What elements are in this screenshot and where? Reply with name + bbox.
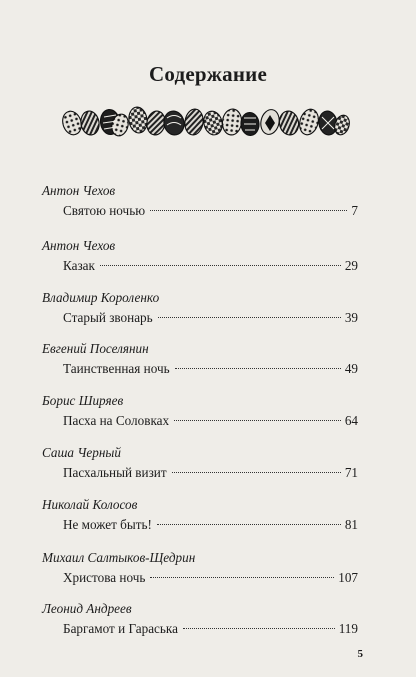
dot-leader	[172, 472, 341, 473]
toc-entry	[42, 288, 358, 328]
toc-page-number: 81	[344, 517, 358, 532]
dot-leader	[174, 420, 341, 421]
toc-title: Христова ночь	[63, 570, 146, 585]
toc-author: Саша Черный	[42, 445, 121, 460]
toc-author: Леонид Андреев	[42, 601, 132, 616]
toc-line[interactable]	[63, 411, 358, 431]
dot-leader	[100, 265, 341, 266]
toc-line[interactable]	[63, 619, 358, 639]
toc-entry	[42, 548, 358, 588]
toc-page-number: 64	[344, 413, 358, 428]
dot-leader	[150, 577, 334, 578]
dot-leader	[158, 317, 341, 318]
toc-author: Евгений Поселянин	[42, 341, 149, 356]
toc-entry	[42, 181, 358, 221]
toc-author: Михаил Салтыков-Щедрин	[42, 550, 196, 565]
toc-title: Казак	[63, 258, 95, 273]
toc-title: Святою ночью	[63, 203, 146, 218]
toc-author: Антон Чехов	[42, 183, 116, 198]
page-number: 5	[357, 648, 363, 660]
toc-title: Пасхальный визит	[63, 465, 167, 480]
toc-page-number: 29	[344, 258, 358, 273]
toc-title: Не может быть!	[63, 517, 152, 532]
dot-leader	[157, 524, 341, 525]
toc-page-number: 119	[338, 621, 358, 636]
dot-leader	[150, 210, 347, 211]
toc-entry	[42, 599, 358, 639]
toc-line[interactable]	[63, 515, 358, 535]
toc-line[interactable]	[63, 463, 358, 483]
toc-line[interactable]	[63, 568, 358, 588]
toc-entry	[42, 236, 358, 276]
toc-title: Таинственная ночь	[63, 361, 170, 376]
dot-leader	[175, 368, 341, 369]
toc-page-number: 49	[344, 361, 358, 376]
toc-page-number: 71	[344, 465, 358, 480]
page-title: Содержание	[149, 62, 267, 86]
toc-entry	[42, 495, 358, 535]
toc-line[interactable]	[63, 256, 358, 276]
toc-entry	[42, 339, 358, 379]
toc-line[interactable]	[63, 201, 358, 221]
toc-entry	[42, 443, 358, 483]
toc-author: Николай Колосов	[42, 497, 138, 512]
toc-title: Старый звонарь	[63, 310, 153, 325]
toc-title: Пасха на Соловках	[63, 413, 170, 428]
easter-eggs-ornament	[60, 103, 350, 139]
toc-page-number: 107	[338, 570, 358, 585]
toc-author: Борис Ширяев	[42, 393, 124, 408]
dot-leader	[183, 628, 335, 629]
toc-page-number: 39	[344, 310, 358, 325]
toc-line[interactable]	[63, 359, 358, 379]
toc-author: Владимир Короленко	[42, 290, 160, 305]
toc-entry	[42, 391, 358, 431]
toc-author: Антон Чехов	[42, 238, 116, 253]
toc-title: Баргамот и Гараська	[63, 621, 178, 636]
toc-page-number: 7	[351, 203, 358, 218]
toc-line[interactable]	[63, 308, 358, 328]
